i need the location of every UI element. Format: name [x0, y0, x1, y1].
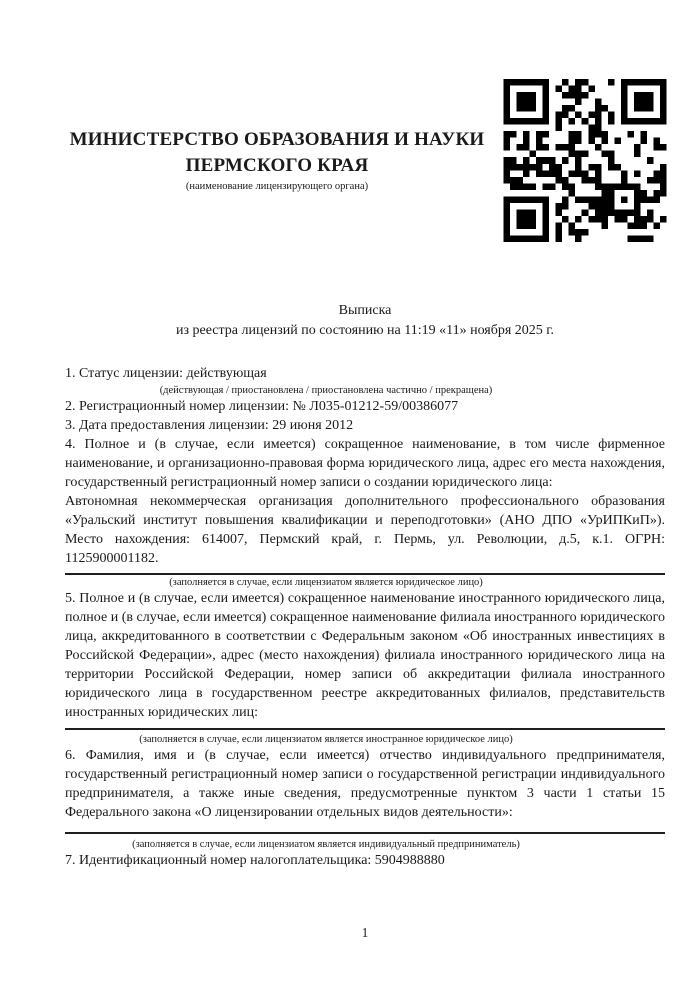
fill-in-rule-entrepreneur — [65, 832, 665, 834]
item-4-caption: (заполняется в случае, если лицензиатом является юридическое лицо) — [169, 577, 483, 588]
qr-code-image — [503, 79, 667, 242]
fill-in-rule-legal-entity — [65, 573, 665, 575]
ministry-name-line2: ПЕРМСКОГО КРАЯ — [185, 155, 369, 176]
fill-in-rule-foreign-entity — [65, 728, 665, 730]
item-5-foreign-entity-label: 5. Полное и (в случае, если имеется) сокращенное наименование иностранного юридического лица, полное и (в случае, если имеется) сокращенное наименование филиала иностранного юридического лица, аккредитованного в соответствии с Федеральным законом «Об иностранных инвестициях в Российской Федерации», адрес (место нахождения) филиала иностранного юридического лица на территории Российской Федерации, номер записи об аккредитации филиала иностранного юридического лица в государственном реестре аккредитованных филиалов, представительств иностранных юридических лиц: — [65, 591, 665, 720]
document-body — [65, 364, 665, 870]
item-6-entrepreneur-label: 6. Фамилия, имя и (в случае, если имеется) отчество индивидуального предпринимателя, государственный регистрационный номер записи о государственной регистрации индивидуального предпринимателя, а также иные сведения, предусмотренные пунктом 3 части 1 статьи 15 Федерального закона «О лицензировании отдельных видов деятельности»: — [65, 748, 665, 820]
item-7-taxpayer-number: 7. Идентификационный номер налогоплательщика: 5904988880 — [65, 853, 445, 868]
qr-code — [503, 79, 667, 242]
item-3-grant-date: 3. Дата предоставления лицензии: 29 июня 2012 — [65, 418, 354, 433]
item-2-registration-number: 2. Регистрационный номер лицензии: № Л035-01212-59/00386077 — [65, 399, 459, 414]
document-title: Выписка — [338, 303, 392, 318]
ministry-name-line1: МИНИСТЕРСТВО ОБРАЗОВАНИЯ И НАУКИ — [69, 129, 485, 150]
item-4-legal-entity-label: 4. Полное и (в случае, если имеется) сокращенное наименование, в том числе фирменное наименование, и организационно-правовая форма юридического лица, адрес его места нахождения, государственный регистрационный номер записи о создании юридического лица: — [65, 437, 665, 490]
item-6-caption: (заполняется в случае, если лицензиатом является индивидуальный предприниматель) — [132, 839, 520, 850]
licensing-authority-caption: (наименование лицензирующего органа) — [185, 181, 369, 192]
item-4-legal-entity-value: Автономная некоммерческая организация дополнительного профессионального образования «Уральский институт повышения квалификации и переподготовки» (АНО ДПО «УрИПКиП»). Место нахождения: 614007, Пермский край, г. Пермь, ул. Революции, д.5, к.1. ОГРН: 1125900001182. — [65, 494, 665, 566]
status-options-caption: (действующая / приостановлена / приостановлена частично / прекращена) — [159, 385, 493, 396]
document-subtitle: из реестра лицензий по состоянию на 11:19 «11» ноября 2025 г. — [176, 323, 554, 338]
item-5-caption: (заполняется в случае, если лицензиатом является иностранное юридическое лицо) — [139, 734, 513, 745]
document-title-block — [65, 301, 665, 341]
item-1-license-status: 1. Статус лицензии: действующая — [65, 366, 267, 381]
page-number: 1 — [361, 925, 369, 940]
licensing-authority-header — [65, 127, 489, 193]
